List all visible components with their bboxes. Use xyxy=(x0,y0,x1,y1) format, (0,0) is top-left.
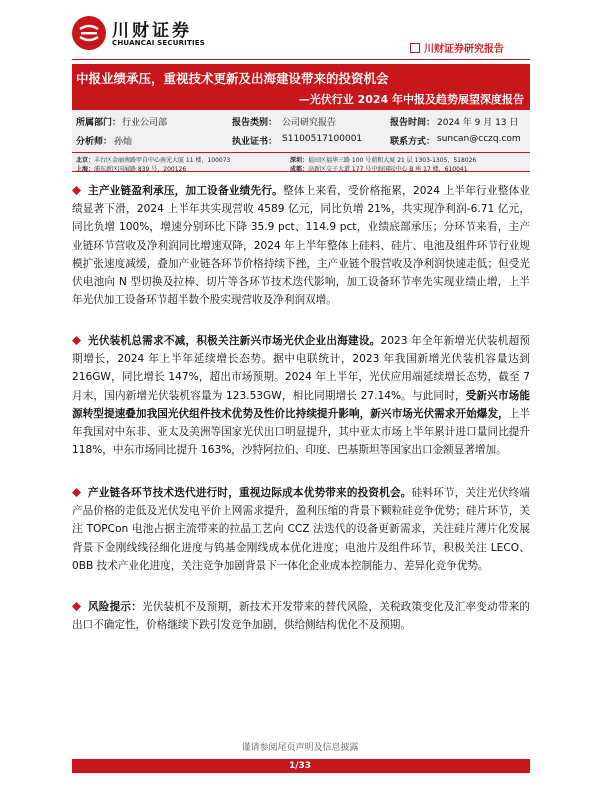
address-shenzhen-label: 深圳： xyxy=(290,157,309,164)
company-logo xyxy=(72,16,205,56)
disclaimer-note: 谨请参阅尾页声明及信息披露 xyxy=(241,743,359,753)
report-title: 中报业绩承压，重视技术更新及出海建设带来的投资机会 xyxy=(76,71,389,86)
address-beijing xyxy=(76,155,230,164)
address-chengdu xyxy=(290,164,468,173)
date-value: 2024 年 9 月 13 日 xyxy=(437,118,519,128)
paragraph-2-lead: 光伏装机总需求不减，积极关注新兴市场光伏企业出海建设。 xyxy=(88,335,381,347)
address-shanghai-label: 上海： xyxy=(76,166,95,173)
address-beijing-label: 北京： xyxy=(76,157,95,164)
paragraph-1-text xyxy=(72,182,530,309)
address-shenzhen-text: 福田区福华三路 100 号鼎和大厦 21 层 1303-1305，518026 xyxy=(308,157,477,164)
paragraph-2-emphasis: 受新兴市场能源转型提速叠加我国光伏组件技术优势及性价比持续提升影响，新兴市场光伏需求开始爆发， xyxy=(72,389,531,420)
analyst-value: 孙灿 xyxy=(114,137,133,147)
risk-warning-body: 光伏装机不及预期，新技术开发带来的替代风险，关税政策变化及汇率变动带来的出口不确定性，价格继续下跌引发竞争加剧，供给侧结构优化不及预期。 xyxy=(72,601,531,632)
address-chengdu-text: 高新区交子大道 177 号中海国际中心 B 座 17 楼，610041 xyxy=(308,166,468,173)
risk-warning-text xyxy=(72,598,530,634)
type-label: 报告类别： xyxy=(232,118,278,128)
page-header xyxy=(0,0,600,64)
title-banner xyxy=(72,64,530,110)
address-shenzhen xyxy=(290,155,476,164)
summary-paragraph-2 xyxy=(72,332,530,459)
page-number: 1/33 xyxy=(288,761,312,771)
contact-value: suncan@cczq.com xyxy=(437,134,521,144)
diamond-bullet-icon xyxy=(72,488,81,497)
address-shanghai xyxy=(76,164,186,173)
dept-value: 行业公司部 xyxy=(122,118,168,128)
report-brand-tag xyxy=(410,40,530,56)
paragraph-2-body-2: 上半年我国对中东非、亚太及美洲等国家光伏出口明显提升，其中亚太市场上半年累计进口量同比提升 118%，中东市场同比提升 163%，沙特阿拉伯、印度、巴基斯坦等国家出口金额显著增加。 xyxy=(72,407,530,457)
brand-tag-text: 川财证券研究报告 xyxy=(424,44,504,55)
contact-label: 联系方式： xyxy=(390,137,436,147)
logo-name-en: CHUANCAI SECURITIES xyxy=(112,39,205,47)
meta-row-1 xyxy=(72,110,530,130)
paragraph-1-body: 整体上来看，受价格拖累，2024 上半年行业整体业绩显著下滑，2024 上半年共实现营收 4589 亿元，同比负增 21%，共实现净利润-6.71 亿元，同比负增 100%，增速分别环比下降 35.9 pct、114.9 pct，业绩底部承压；分环节来看，主产业链环节营收及净利润同比增速双降，2024 年上半年整体上硅料、硅片、电池及组件环节行业规模扩张速度减缓，叠加产业链各环节价格持续下挫，主产业链个股营收及净利润快速走低；但受光伏电池向 N 型切换及拉棒、切片等各环节技术迭代影响，加工设备环节率先实现业绩止增，上半年光伏加工设备环节超半数个股实现营收及净利润双增。 xyxy=(72,185,531,307)
meta-divider xyxy=(72,152,530,153)
paragraph-2-body: 2023 年全年新增光伏装机超预期增长，2024 年上半年延续增长态势。据中电联统计，2023 年我国新增光伏装机容量达到 216GW，同比增长 147%，超出市场预期。2024 年上半年，光伏应用端延续增长态势，截至 7 月末，国内新增光伏装机容量为 123.53GW，相比同期增长 27.14%。与此同时， xyxy=(72,335,531,402)
square-icon xyxy=(410,43,420,53)
analyst-label: 分析师： xyxy=(76,137,113,147)
address-beijing-text: 丰台区金丽南路甲自中心南光大厦 11 楼，100073 xyxy=(94,157,231,164)
header-divider xyxy=(72,59,530,60)
cert-value: S1100517100001 xyxy=(282,134,363,144)
summary-paragraph-1 xyxy=(72,182,530,309)
paragraph-3-body: 硅料环节，关注光伏终端产品价格的走低及光伏发电平价上网需求提升，盈利压缩的背景下颗粒硅竞争优势；硅片环节，关注 TOPCon 电池占据主流带来的拉晶工艺向 CCZ 法迭代的设备更新需求，关注硅片薄片化发展背景下金刚线线径细化进度与钨基金刚线成本优化进度；电池片及组件环节，积极关注 LECO、0BB 技术产业化进度，关注竞争加剧背景下一体化企业成本控制能力、差异化竞争优势。 xyxy=(72,487,531,572)
dept-label: 所属部门： xyxy=(76,118,122,128)
logo-mark-icon xyxy=(72,16,106,50)
cert-label: 执业证书： xyxy=(232,137,278,147)
risk-warning-paragraph xyxy=(72,598,530,634)
risk-warning-lead: 风险提示： xyxy=(88,601,142,613)
paragraph-3-lead: 产业链各环节技术迭代进行时，重视边际成本优势带来的投资机会。 xyxy=(88,487,412,499)
meta-row-2 xyxy=(72,129,530,149)
report-meta-panel xyxy=(72,110,530,172)
date-label: 报告时间： xyxy=(390,118,436,128)
diamond-bullet-icon xyxy=(72,602,81,611)
diamond-bullet-icon xyxy=(72,336,81,345)
address-chengdu-label: 成都： xyxy=(290,166,309,173)
summary-paragraph-3 xyxy=(72,484,530,575)
paragraph-2-text xyxy=(72,332,530,459)
report-subtitle: —光伏行业 2024 年中报及趋势展望深度报告 xyxy=(298,93,524,106)
logo-name-cn: 川财证券 xyxy=(112,21,192,41)
address-shanghai-text: 浦东新区国展路 839 号，200126 xyxy=(94,166,187,173)
paragraph-1-lead: 主产业链盈利承压，加工设备业绩先行。 xyxy=(88,185,284,197)
diamond-bullet-icon xyxy=(72,186,81,195)
paragraph-3-text xyxy=(72,484,530,575)
type-value: 公司研究报告 xyxy=(282,118,337,128)
